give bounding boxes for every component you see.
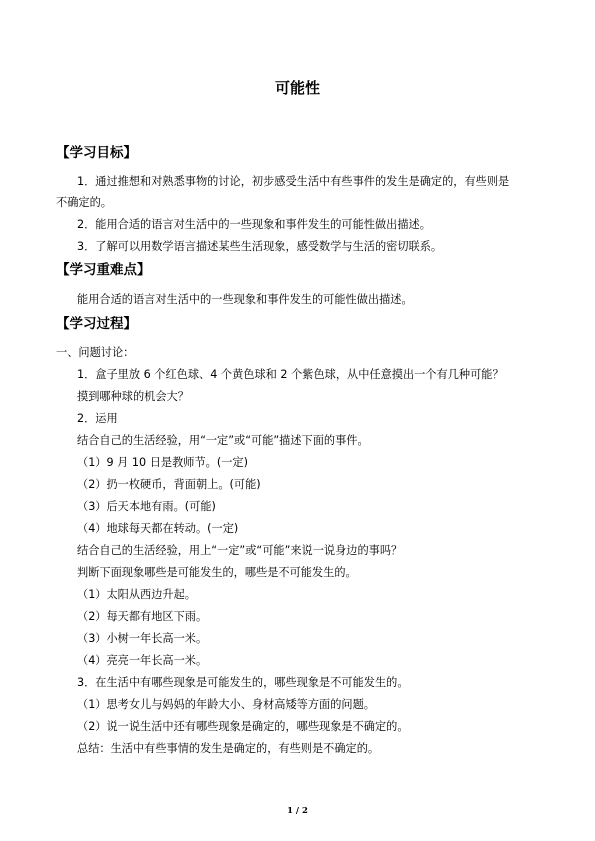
- process-line: 总结：生活中有些事情的发生是确定的，有些则是不确定的。: [77, 742, 380, 755]
- section-heading-goals: 【学习目标】: [56, 145, 137, 161]
- process-line: （1）思考女儿与妈妈的年龄大小、身材高矮等方面的问题。: [77, 698, 375, 711]
- process-line: 摸到哪种球的机会大？: [77, 390, 189, 403]
- section-heading-process: 【学习过程】: [56, 316, 137, 332]
- process-line: （4）地球每天都在转动。(一定): [77, 522, 239, 535]
- process-line: （2）每天都有地区下雨。: [77, 610, 208, 623]
- goal-line-1-continued: 不确定的。: [56, 196, 112, 209]
- process-line: （2）扔一枚硬币，背面朝上。(可能): [77, 478, 261, 491]
- process-line: 1．盒子里放 6 个红色球、4 个黄色球和 2 个紫色球，从中任意摸出一个有几种可能？: [77, 368, 504, 381]
- process-line: （2）说一说生活中还有哪些现象是确定的，哪些现象是不确定的。: [77, 720, 409, 733]
- goal-line-2: 2．能用合适的语言对生活中的一些现象和事件发生的可能性做出描述。: [77, 218, 431, 231]
- process-line: 判断下面现象哪些是可能发生的，哪些是不可能发生的。: [77, 566, 357, 579]
- process-line: （1）9 月 10 日是教师节。(一定): [77, 456, 248, 469]
- key-point-line-1: 能用合适的语言对生活中的一些现象和事件发生的可能性做出描述。: [77, 293, 413, 306]
- page-number: 1 / 2: [287, 806, 308, 816]
- process-line: 2．运用: [77, 412, 118, 425]
- process-line: （3）小树一年长高一米。: [77, 632, 208, 645]
- page-title: 可能性: [274, 79, 320, 97]
- process-line: 结合自己的生活经验，用“一定”或“可能”描述下面的事件。: [77, 434, 369, 447]
- process-line: 结合自己的生活经验，用上“一定”或“可能”来说一说身边的事吗？: [77, 544, 403, 557]
- process-line: 一、问题讨论：: [56, 346, 135, 359]
- process-line: （3）后天本地有雨。(可能): [77, 500, 216, 513]
- process-line: 3．在生活中有哪些现象是可能发生的，哪些现象是不可能发生的。: [77, 676, 409, 689]
- process-line: （4）亮亮一年长高一米。: [77, 654, 208, 667]
- goal-line-3: 3．了解可以用数学语言描述某些生活现象，感受数学与生活的密切联系。: [77, 240, 443, 253]
- goal-line-1: 1．通过推想和对熟悉事物的讨论，初步感受生活中有些事件的发生是确定的，有些则是: [77, 175, 510, 188]
- section-heading-key-points: 【学习重难点】: [56, 262, 151, 278]
- process-line: （1）太阳从西边升起。: [77, 588, 196, 601]
